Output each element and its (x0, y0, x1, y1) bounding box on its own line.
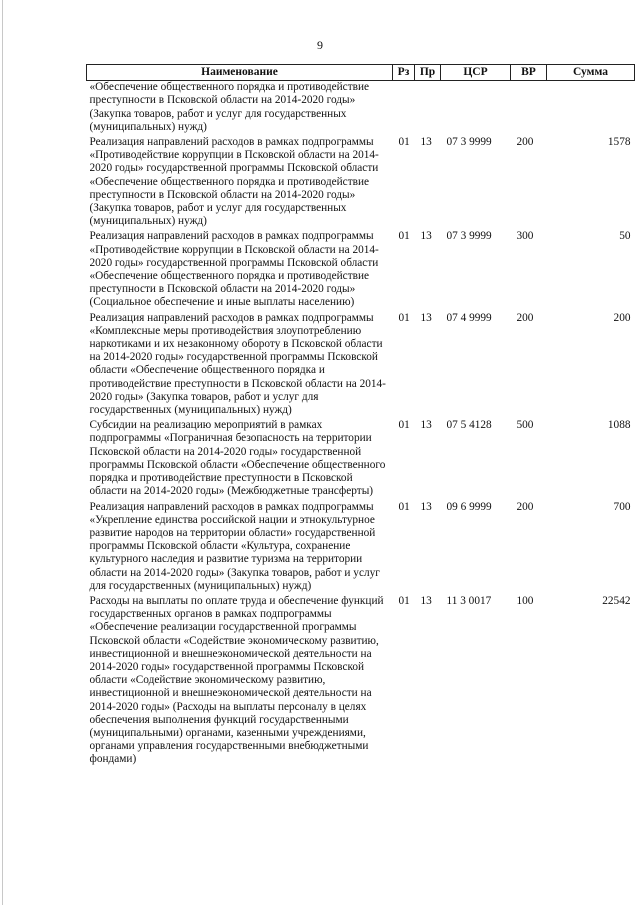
row-pr: 13 (420, 311, 432, 324)
header-pr: Пр (415, 65, 441, 81)
row-sum: 22542 (602, 594, 631, 607)
table-row (87, 312, 635, 420)
row-csr: 11 3 0017 (446, 594, 492, 607)
header-sum: Сумма (547, 65, 635, 81)
row-pr: 13 (420, 230, 432, 243)
row-name: «Обеспечение общественного порядка и противодействие преступности в Псковской области на 2014-2020 годы» (Закупка товаров, работ и услуг для государственных (муниципальных) нужд) (89, 81, 370, 133)
row-name: Расходы на выплаты по оплате труда и обеспечение функций государственных органов в рамках подпрограммы «Обеспечение реализации государственной программы Псковской области «Содействие экономическому развитию, инвестиционной и внешнеэкономической деятельности на 2014-2020 годы» государственной программы Псковской области «Содействие экономическому развитию, инвестиционной и внешнеэкономической деятельности на 2014-2020 годы» (Расходы на выплаты персоналу в целях обеспечения выполнения функций государственными (муниципальными) органами, казенными учреждениями, органами управления государственными внебюджетными фондами) (89, 594, 384, 766)
row-name: Реализация направлений расходов в рамках подпрограммы «Противодействие коррупции в Псковской области на 2014-2020 годы» государственной программы Псковской области «Обеспечение общественного порядка и противодействие преступности в Псковской области на 2014-2020 годы» (Социальное обеспечение и иные выплаты населению) (89, 230, 379, 309)
row-name: Реализация направлений расходов в рамках подпрограммы «Укрепление единства российской нации и этнокультурное развитие народов на территории области» государственной программы Псковской области «Культура, сохранение культурного наследия и развитие туризма на территории области на 2014-2020 годы» (Закупка товаров, работ и услуг для государственных (муниципальных) нужд) (89, 500, 380, 592)
row-sum: 50 (619, 230, 631, 243)
row-vr (511, 81, 547, 136)
row-rz: 01 (398, 311, 410, 324)
row-sum: 1578 (607, 136, 631, 149)
row-vr: 200 (516, 500, 534, 513)
row-sum: 700 (613, 500, 631, 513)
row-pr: 13 (420, 136, 432, 149)
row-rz: 01 (398, 230, 410, 243)
table-header-row (87, 65, 635, 81)
row-csr: 07 3 9999 (446, 230, 492, 243)
row-csr: 07 4 9999 (446, 311, 492, 324)
header-csr: ЦСР (441, 65, 511, 81)
row-vr: 200 (516, 311, 534, 324)
row-pr (415, 81, 441, 136)
row-name: Субсидии на реализацию мероприятий в рамках подпрограммы «Пограничная безопасность на территории Псковской области на 2014-2020 годы» государственной программы Псковской области «Обеспечение общественного порядка и противодействие преступности в Псковской области на 2014-2020 годы» (Межбюджетные трансферты) (89, 419, 386, 498)
row-name: Реализация направлений расходов в рамках подпрограммы «Комплексные меры противодействия злоупотреблению наркотиками и их незаконному обороту в Псковской области на 2014-2020 годы» государственной программы Псковской области «Обеспечение общественного порядка и противодействие преступности в Псковской области на 2014-2020 годы» (Закупка товаров, работ и услуг для государственных (муниципальных) нужд) (89, 311, 386, 417)
table-row (87, 595, 635, 769)
row-csr (441, 81, 511, 136)
table-row (87, 81, 635, 136)
table-row (87, 230, 635, 311)
row-sum: 200 (613, 311, 631, 324)
budget-table (86, 64, 635, 769)
scan-edge-line (2, 0, 3, 905)
row-rz: 01 (398, 500, 410, 513)
row-vr: 300 (516, 230, 534, 243)
table-row (87, 136, 635, 230)
header-rz: Рз (393, 65, 415, 81)
row-rz: 01 (398, 136, 410, 149)
page-number: 9 (317, 38, 323, 52)
row-vr: 100 (516, 594, 534, 607)
header-vr: ВР (511, 65, 547, 81)
row-rz: 01 (398, 594, 410, 607)
row-vr: 200 (516, 136, 534, 149)
row-pr: 13 (420, 419, 432, 432)
row-csr: 07 5 4128 (446, 419, 492, 432)
table-row (87, 501, 635, 595)
row-sum: 1088 (607, 419, 631, 432)
row-pr: 13 (420, 594, 432, 607)
row-csr: 09 6 9999 (446, 500, 492, 513)
row-sum (547, 81, 635, 136)
row-pr: 13 (420, 500, 432, 513)
row-name: Реализация направлений расходов в рамках подпрограммы «Противодействие коррупции в Псковской области на 2014-2020 годы» государственной программы Псковской области «Обеспечение общественного порядка и противодействие преступности в Псковской области на 2014-2020 годы» (Закупка товаров, работ и услуг для государственных (муниципальных) нужд) (89, 136, 379, 228)
row-rz (393, 81, 415, 136)
table-row (87, 419, 635, 500)
row-csr: 07 3 9999 (446, 136, 492, 149)
row-rz: 01 (398, 419, 410, 432)
header-name: Наименование (87, 65, 393, 81)
row-vr: 500 (516, 419, 534, 432)
